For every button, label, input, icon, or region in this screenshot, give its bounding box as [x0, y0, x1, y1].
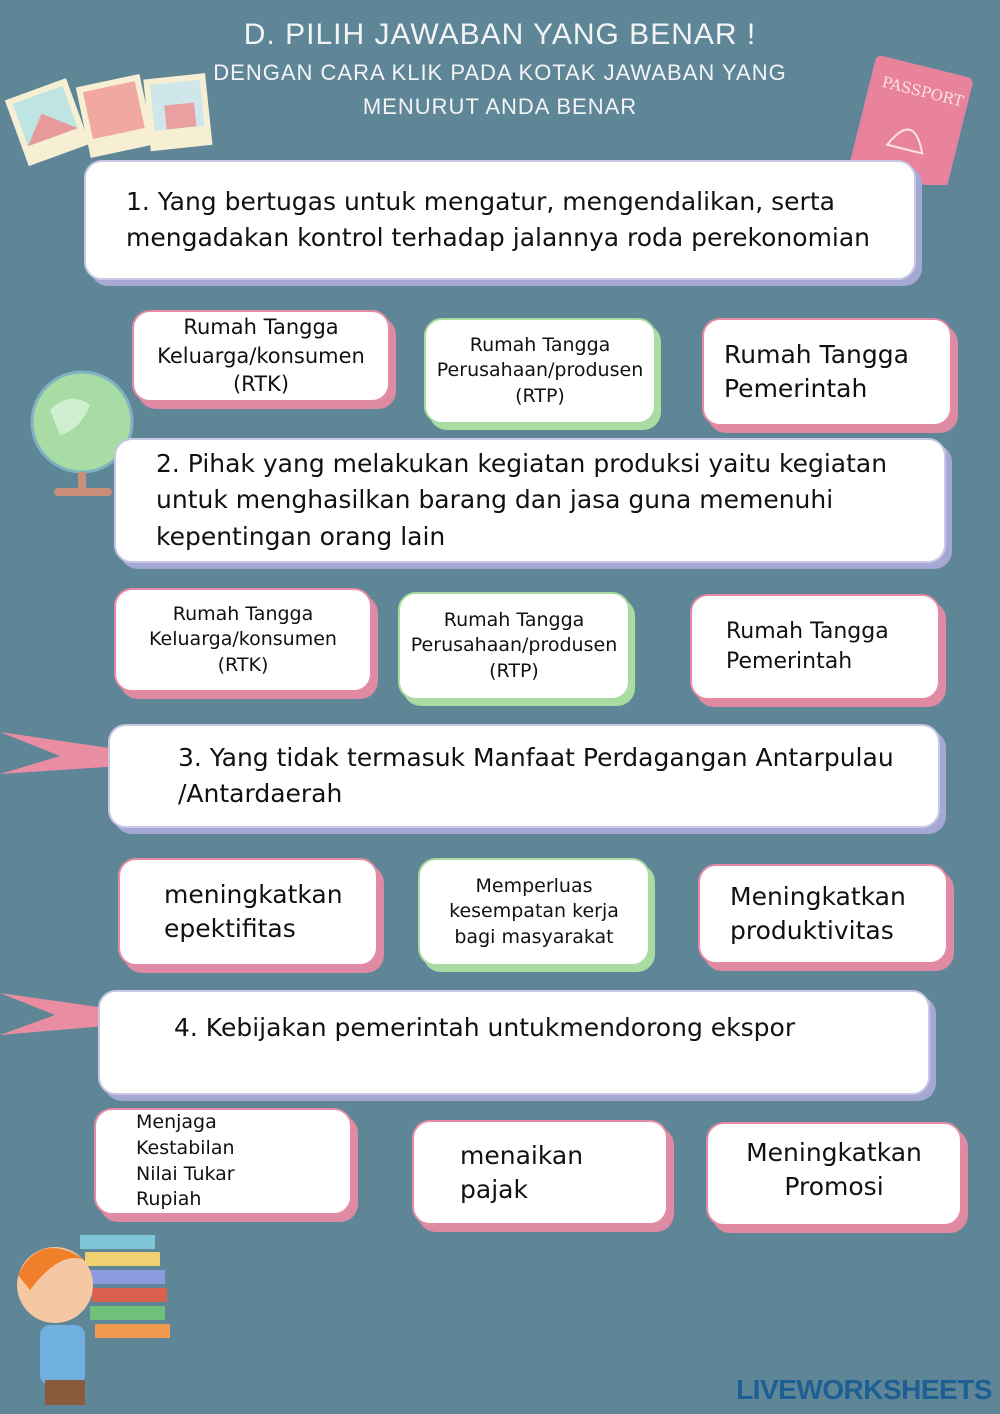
question-2: 2. Pihak yang melakukan kegiatan produksi yaitu kegiatan untuk menghasilkan barang dan jasa guna memenuhi kepentingan orang lain	[114, 438, 946, 563]
q2-option-pemerintah[interactable]: Rumah Tangga Pemerintah	[690, 594, 940, 700]
q1-option-rtk[interactable]: Rumah Tangga Keluarga/konsumen (RTK)	[132, 310, 390, 402]
boy-with-books-icon	[0, 1230, 180, 1414]
q1-option-pemerintah[interactable]: Rumah Tangga Pemerintah	[702, 318, 952, 426]
question-4: 4. Kebijakan pemerintah untukmendorong ekspor	[98, 990, 930, 1095]
liveworksheets-logo: LIVEWORKSHEETS	[736, 1374, 992, 1405]
question-1: 1. Yang bertugas untuk mengatur, mengendalikan, serta mengadakan kontrol terhadap jalannya roda perekonomian	[84, 160, 916, 280]
q3-option-c[interactable]: Meningkatkan produktivitas	[698, 864, 948, 964]
q4-option-b[interactable]: menaikan pajak	[412, 1120, 668, 1225]
svg-text:PASSPORT: PASSPORT	[880, 72, 966, 111]
question-3: 3. Yang tidak termasuk Manfaat Perdagangan Antarpulau /Antardaerah	[108, 724, 940, 828]
photos-decoration-icon	[5, 68, 215, 168]
q2-option-rtk[interactable]: Rumah Tangga Keluarga/konsumen (RTK)	[114, 588, 372, 692]
q3-option-a[interactable]: meningkatkan epektifitas	[118, 858, 378, 966]
q4-option-c[interactable]: Meningkatkan Promosi	[706, 1122, 962, 1226]
page-title: D. PILIH JAWABAN YANG BENAR !	[243, 18, 757, 51]
q2-option-rtp[interactable]: Rumah Tangga Perusahaan/produsen (RTP)	[398, 592, 630, 700]
q1-option-rtp[interactable]: Rumah Tangga Perusahaan/produsen (RTP)	[424, 318, 656, 424]
q4-option-a[interactable]: Menjaga Kestabilan Nilai Tukar Rupiah	[94, 1108, 352, 1215]
instruction-line-1: DENGAN CARA KLIK PADA KOTAK JAWABAN YANG	[213, 60, 787, 85]
q3-option-b[interactable]: Memperluas kesempatan kerja bagi masyarakat	[418, 858, 650, 966]
instruction-line-2: MENURUT ANDA BENAR	[362, 94, 638, 119]
